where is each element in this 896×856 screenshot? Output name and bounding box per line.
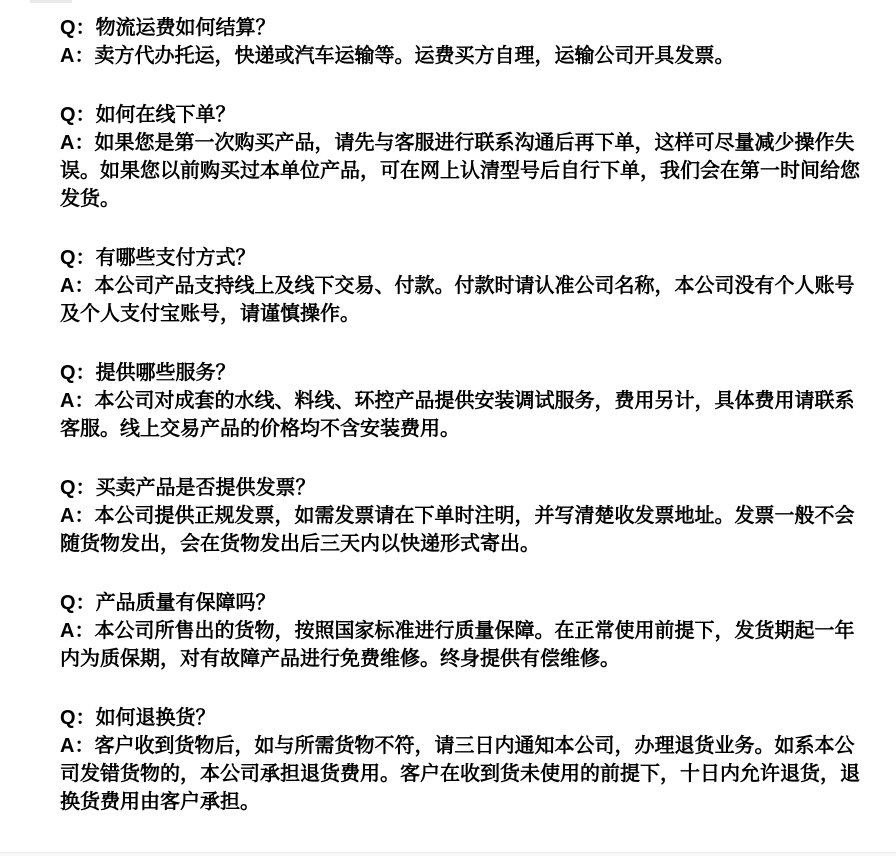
bottom-divider — [0, 852, 896, 856]
faq-question — [60, 589, 860, 617]
answer-prefix: A： — [60, 275, 95, 297]
answer-text: 卖方代办托运，快递或汽车运输等。运费买方自理，运输公司开具发票。 — [94, 45, 735, 67]
question-prefix: Q： — [60, 17, 96, 39]
question-text: 如何在线下单？ — [95, 104, 236, 126]
faq-answer — [60, 42, 860, 70]
faq-item-services — [60, 359, 860, 443]
question-prefix: Q： — [60, 247, 96, 269]
faq-question — [60, 704, 860, 732]
answer-prefix: A： — [60, 505, 95, 527]
faq-answer — [60, 617, 860, 673]
question-text: 如何退换货？ — [95, 707, 216, 729]
faq-question — [60, 474, 860, 502]
answer-prefix: A： — [60, 45, 95, 67]
answer-text: 本公司对成套的水线、料线、环控产品提供安装调试服务，费用另计，具体费用请联系客服。线上交易产品的价格均不含安装费用。 — [60, 390, 855, 440]
answer-prefix: A： — [60, 735, 95, 757]
cutoff-content-artifact — [30, 0, 72, 3]
answer-text: 本公司提供正规发票，如需发票请在下单时注明，并写清楚收发票地址。发票一般不会随货物发出，会在货物发出后三天内以快递形式寄出。 — [60, 505, 855, 555]
question-prefix: Q： — [60, 362, 96, 384]
question-text: 提供哪些服务？ — [95, 362, 236, 384]
question-text: 物流运费如何结算？ — [95, 17, 276, 39]
faq-item-quality — [60, 589, 860, 673]
faq-question — [60, 244, 860, 272]
faq-answer — [60, 129, 860, 213]
question-text: 产品质量有保障吗？ — [95, 592, 276, 614]
faq-document — [60, 14, 860, 816]
faq-answer — [60, 732, 860, 816]
question-prefix: Q： — [60, 477, 96, 499]
faq-item-invoice — [60, 474, 860, 558]
answer-text: 本公司所售出的货物，按照国家标准进行质量保障。在正常使用前提下，发货期起一年内为质保期，对有故障产品进行免费维修。终身提供有偿维修。 — [60, 620, 855, 670]
faq-answer — [60, 272, 860, 328]
faq-item-shipping — [60, 14, 860, 70]
answer-text: 本公司产品支持线上及线下交易、付款。付款时请认准公司名称，本公司没有个人账号及个人支付宝账号，请谨慎操作。 — [60, 275, 855, 325]
faq-question — [60, 359, 860, 387]
faq-item-payment — [60, 244, 860, 328]
answer-prefix: A： — [60, 390, 95, 412]
answer-prefix: A： — [60, 620, 95, 642]
answer-text: 如果您是第一次购买产品，请先与客服进行联系沟通后再下单，这样可尽量减少操作失误。如果您以前购买过本单位产品，可在网上认清型号后自行下单，我们会在第一时间给您发货。 — [60, 132, 860, 210]
question-prefix: Q： — [60, 592, 96, 614]
question-prefix: Q： — [60, 104, 96, 126]
answer-text: 客户收到货物后，如与所需货物不符，请三日内通知本公司，办理退货业务。如系本公司发错货物的，本公司承担退货费用。客户在收到货未使用的前提下，十日内允许退货，退换货费用由客户承担。 — [60, 735, 860, 813]
faq-question — [60, 101, 860, 129]
faq-answer — [60, 387, 860, 443]
faq-item-online-order — [60, 101, 860, 213]
faq-question — [60, 14, 860, 42]
question-text: 买卖产品是否提供发票？ — [95, 477, 316, 499]
question-text: 有哪些支付方式？ — [95, 247, 256, 269]
answer-prefix: A： — [60, 132, 95, 154]
question-prefix: Q： — [60, 707, 96, 729]
faq-answer — [60, 502, 860, 558]
faq-item-returns — [60, 704, 860, 816]
